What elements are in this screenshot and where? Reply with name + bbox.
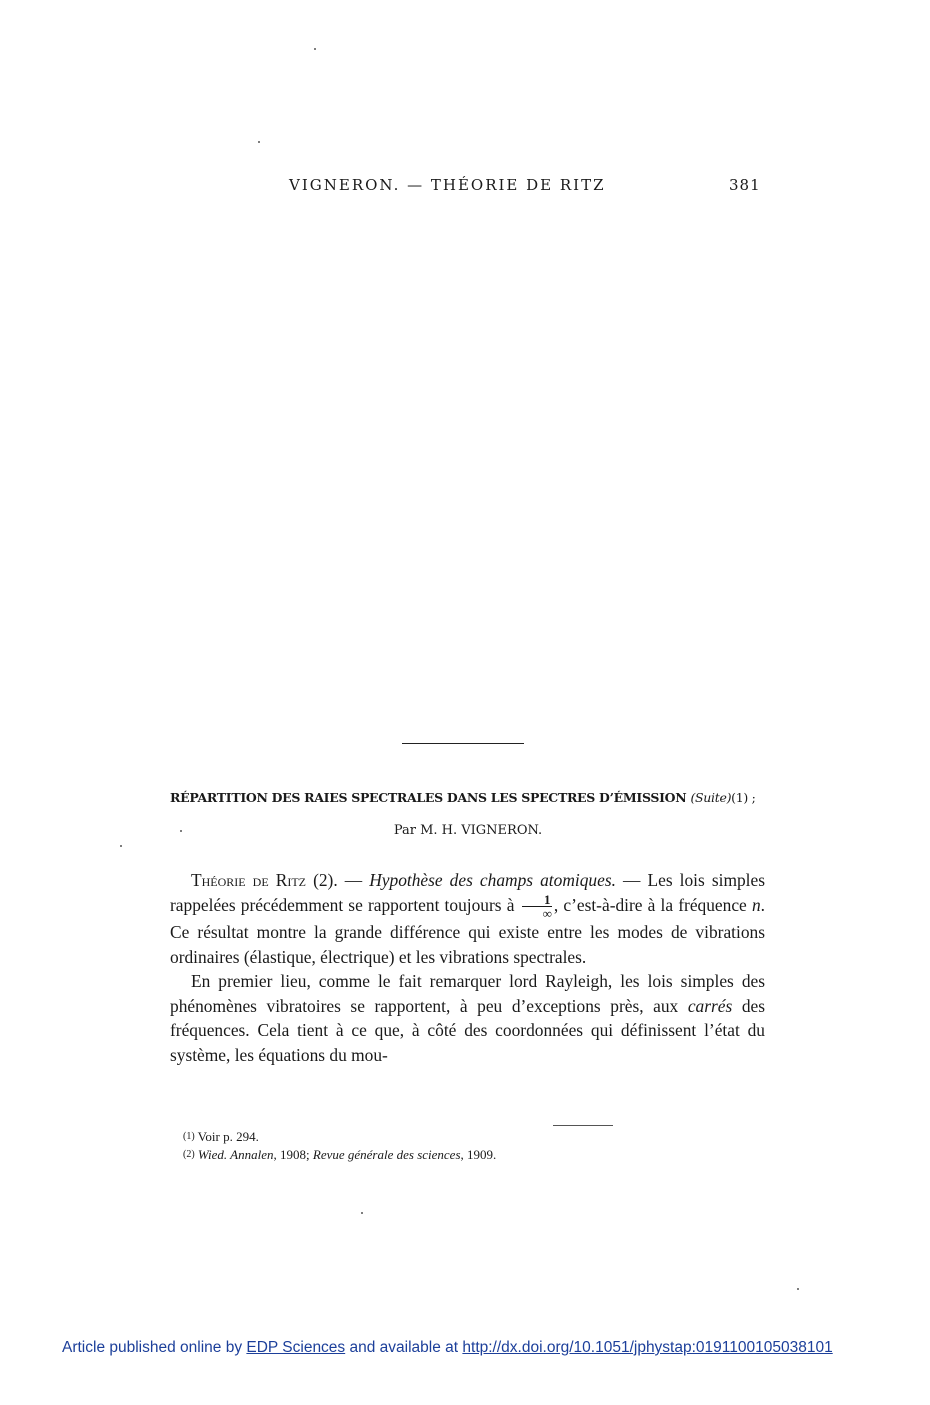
article-title-text: RÉPARTITION DES RAIES SPECTRALES DANS LES SPECTRES D’ÉMISSION	[170, 790, 687, 805]
author-name: Par M. H. VIGNERON.	[393, 823, 543, 838]
article-title-suite: (Suite)	[690, 790, 732, 805]
scan-speck	[314, 48, 316, 50]
dash: —	[337, 870, 370, 890]
author-line	[0, 823, 930, 838]
footnote-text: , 1909.	[460, 1147, 497, 1162]
scan-speck	[258, 141, 260, 143]
paragraph-text: , c’est-à-dire à la fréquence	[553, 894, 752, 915]
doi-link[interactable]: http://dx.doi.org/10.1051/jphystap:0191100105038101	[462, 1339, 833, 1356]
footnote-rule	[553, 1125, 613, 1126]
footnote-text: Voir p. 294.	[194, 1129, 259, 1144]
fraction	[522, 893, 552, 920]
section-divider	[402, 743, 524, 744]
paragraph	[170, 868, 765, 969]
section-subtitle: Hypothèse des champs atomiques.	[369, 870, 616, 890]
scan-speck	[361, 1212, 363, 1214]
footnote-ref: (2).	[313, 870, 338, 890]
publisher-credit	[62, 1339, 882, 1357]
fraction-denominator: ∞	[542, 906, 552, 921]
footnote-mark: (2)	[183, 1149, 195, 1160]
footnote-1	[183, 1128, 773, 1146]
paragraph-text: . Ce résultat montre la grande différence qui existe entre les modes de vibrations ordinaires (élastique, électrique) et les vibrations spectrales.	[170, 894, 765, 967]
page-number: 381	[729, 176, 761, 194]
emphasis-carres: carrés	[687, 995, 733, 1016]
scan-speck	[120, 845, 122, 847]
article-title-ref: (1) ;	[731, 790, 756, 805]
footnote-source: Wied. Annalen	[194, 1147, 274, 1162]
footnote-revue: Revue générale des sciences	[312, 1147, 461, 1162]
footnote-2	[183, 1146, 773, 1164]
fraction-numerator: 1	[522, 893, 552, 907]
footnote-mark: (1)	[183, 1131, 195, 1142]
section-name: Théorie de Ritz	[191, 870, 306, 890]
footnotes	[183, 1128, 773, 1164]
publisher-link[interactable]: EDP Sciences	[246, 1339, 346, 1356]
running-head-title: VIGNERON. — THÉORIE DE RITZ	[289, 176, 606, 194]
credit-middle: and available at	[345, 1339, 463, 1356]
scan-speck	[180, 830, 182, 832]
variable-n: n	[751, 894, 761, 915]
paragraph-text: des fréquences. Cela tient à ce que, à côté des coordonnées qui définissent l’état du système, les équations du mou-	[170, 995, 765, 1065]
paragraph-text: — Les lois simples rappelées précédemment se rapportent toujours à	[170, 870, 765, 915]
article-body	[170, 868, 765, 1067]
paragraph-text: En premier lieu, comme le fait remarquer lord Rayleigh, les lois simples des phénomènes vibratoires se rapportent, à peu d’exceptions près, aux	[170, 971, 765, 1016]
running-head	[289, 176, 769, 196]
scan-speck	[797, 1288, 799, 1290]
paragraph	[170, 969, 765, 1067]
article-title	[170, 790, 770, 805]
footnote-text: , 1908;	[273, 1147, 313, 1162]
credit-prefix: Article published online by	[62, 1339, 247, 1356]
